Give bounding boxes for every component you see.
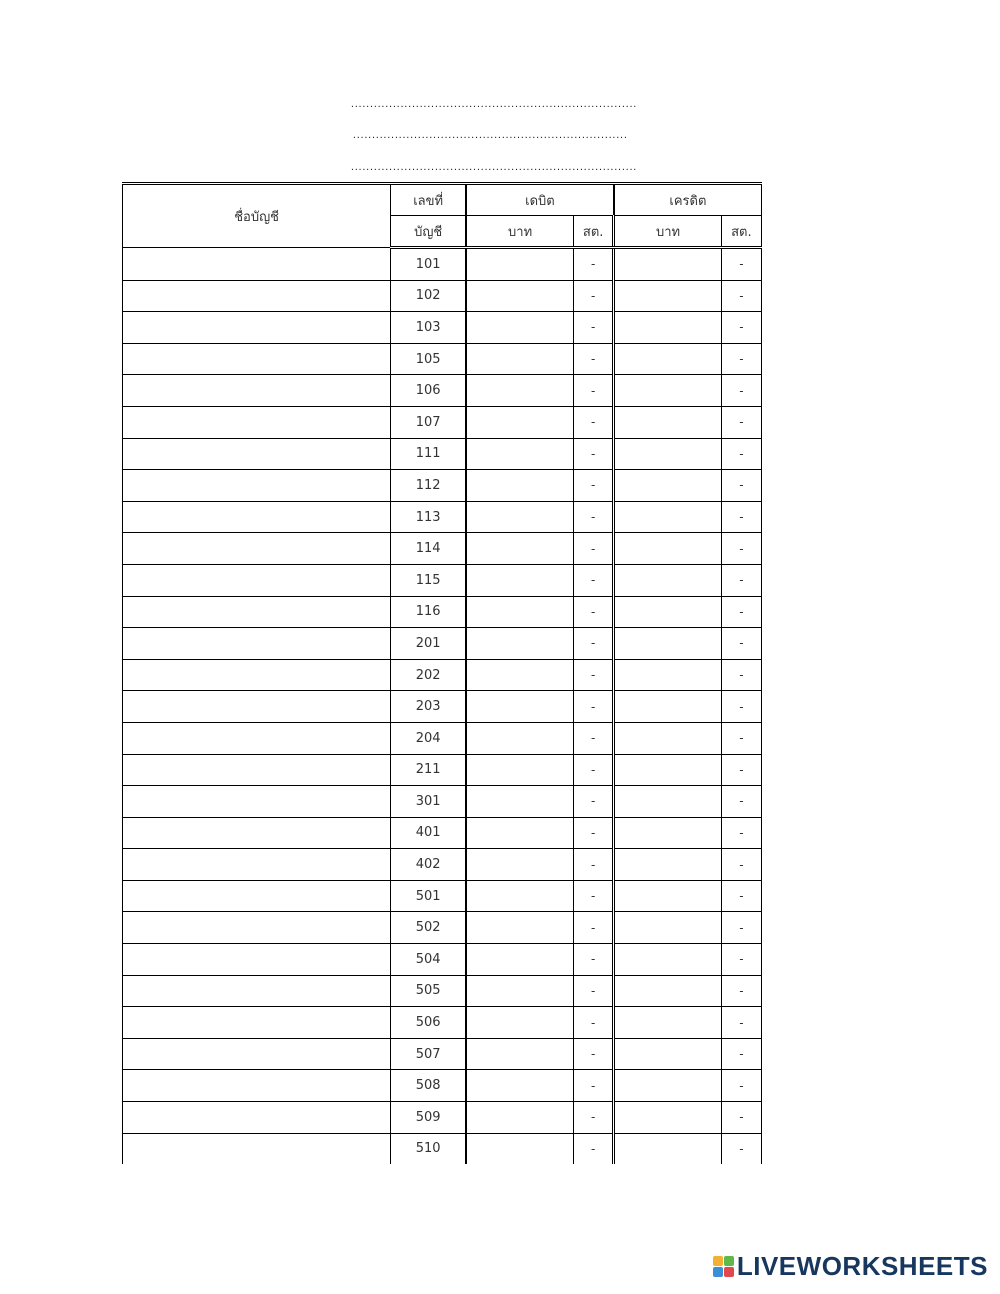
debit-satang-cell: - — [574, 438, 614, 470]
account-no-cell: 509 — [391, 1102, 466, 1134]
debit-baht-cell[interactable] — [466, 533, 574, 565]
debit-baht-cell[interactable] — [466, 722, 574, 754]
account-name-cell[interactable] — [123, 1007, 391, 1039]
debit-baht-cell[interactable] — [466, 1038, 574, 1070]
account-no-cell: 111 — [391, 438, 466, 470]
table-body — [123, 248, 762, 1165]
heading-blank-line-1: ........................................................................... — [350, 100, 637, 109]
credit-satang-cell: - — [721, 533, 761, 565]
credit-baht-cell[interactable] — [614, 628, 722, 660]
debit-baht-cell[interactable] — [466, 849, 574, 881]
table-row — [123, 1133, 762, 1164]
credit-satang-cell: - — [721, 849, 761, 881]
debit-baht-cell[interactable] — [466, 1102, 574, 1134]
account-name-cell[interactable] — [123, 849, 391, 881]
credit-satang-cell: - — [721, 406, 761, 438]
account-no-cell: 113 — [391, 501, 466, 533]
account-no-cell: 202 — [391, 659, 466, 691]
account-no-cell: 501 — [391, 880, 466, 912]
account-no-cell: 112 — [391, 470, 466, 502]
account-name-cell[interactable] — [123, 975, 391, 1007]
credit-satang-cell: - — [721, 722, 761, 754]
credit-satang-cell: - — [721, 1102, 761, 1134]
account-name-cell[interactable] — [123, 817, 391, 849]
header-row-top — [123, 184, 762, 216]
debit-baht-cell[interactable] — [466, 312, 574, 344]
credit-satang-cell: - — [721, 754, 761, 786]
credit-baht-cell[interactable] — [614, 406, 722, 438]
debit-baht-cell[interactable] — [466, 944, 574, 976]
account-no-cell: 201 — [391, 628, 466, 660]
debit-baht-cell[interactable] — [466, 659, 574, 691]
credit-satang-cell: - — [721, 659, 761, 691]
credit-satang-cell: - — [721, 944, 761, 976]
table-row — [123, 628, 762, 660]
debit-satang-cell: - — [574, 628, 614, 660]
credit-satang-cell: - — [721, 912, 761, 944]
account-no-cell: 301 — [391, 786, 466, 818]
credit-satang-cell: - — [721, 375, 761, 407]
debit-baht-cell[interactable] — [466, 912, 574, 944]
debit-satang-cell: - — [574, 1038, 614, 1070]
account-no-cell: 116 — [391, 596, 466, 628]
account-name-cell[interactable] — [123, 564, 391, 596]
credit-baht-cell[interactable] — [614, 470, 722, 502]
account-name-cell[interactable] — [123, 1038, 391, 1070]
account-no-cell: 401 — [391, 817, 466, 849]
account-name-cell[interactable] — [123, 375, 391, 407]
account-no-cell: 502 — [391, 912, 466, 944]
credit-baht-cell[interactable] — [614, 786, 722, 818]
credit-baht-cell[interactable] — [614, 248, 722, 281]
debit-baht-cell[interactable] — [466, 248, 574, 281]
debit-satang-cell: - — [574, 312, 614, 344]
credit-satang-cell: - — [721, 786, 761, 818]
account-no-cell: 504 — [391, 944, 466, 976]
account-no-cell: 506 — [391, 1007, 466, 1039]
account-no-cell: 103 — [391, 312, 466, 344]
debit-satang-cell: - — [574, 880, 614, 912]
account-no-cell: 101 — [391, 248, 466, 281]
table-row — [123, 975, 762, 1007]
debit-baht-cell[interactable] — [466, 406, 574, 438]
trial-balance-table — [122, 182, 762, 1164]
debit-satang-cell: - — [574, 470, 614, 502]
account-name-cell[interactable] — [123, 786, 391, 818]
credit-satang-cell: - — [721, 248, 761, 281]
debit-baht-cell[interactable] — [466, 1007, 574, 1039]
credit-baht-cell[interactable] — [614, 817, 722, 849]
debit-baht-cell[interactable] — [466, 501, 574, 533]
account-no-cell: 106 — [391, 375, 466, 407]
debit-satang-cell: - — [574, 1070, 614, 1102]
account-no-cell: 102 — [391, 280, 466, 312]
credit-baht-cell[interactable] — [614, 659, 722, 691]
table-row — [123, 312, 762, 344]
debit-baht-cell[interactable] — [466, 596, 574, 628]
credit-baht-cell[interactable] — [614, 1007, 722, 1039]
table-row — [123, 470, 762, 502]
table-row — [123, 849, 762, 881]
debit-satang-cell: - — [574, 533, 614, 565]
account-name-cell[interactable] — [123, 659, 391, 691]
header-debit: เดบิต — [466, 184, 614, 216]
header-account-no-bottom: บัญชี — [391, 216, 466, 248]
header-account-no-top: เลขที่ — [391, 184, 466, 216]
account-name-cell[interactable] — [123, 1133, 391, 1164]
debit-satang-cell: - — [574, 722, 614, 754]
table-row — [123, 406, 762, 438]
account-name-cell[interactable] — [123, 248, 391, 281]
table-row — [123, 722, 762, 754]
table-row — [123, 754, 762, 786]
credit-baht-cell[interactable] — [614, 280, 722, 312]
credit-satang-cell: - — [721, 628, 761, 660]
credit-satang-cell: - — [721, 280, 761, 312]
account-name-cell[interactable] — [123, 280, 391, 312]
credit-baht-cell[interactable] — [614, 722, 722, 754]
debit-baht-cell[interactable] — [466, 564, 574, 596]
debit-satang-cell: - — [574, 691, 614, 723]
account-no-cell: 204 — [391, 722, 466, 754]
table-row — [123, 786, 762, 818]
header-debit-baht: บาท — [466, 216, 574, 248]
debit-baht-cell[interactable] — [466, 1133, 574, 1164]
table-row — [123, 659, 762, 691]
debit-satang-cell: - — [574, 786, 614, 818]
account-no-cell: 508 — [391, 1070, 466, 1102]
account-no-cell: 402 — [391, 849, 466, 881]
account-no-cell: 505 — [391, 975, 466, 1007]
account-no-cell: 115 — [391, 564, 466, 596]
credit-baht-cell[interactable] — [614, 533, 722, 565]
credit-satang-cell: - — [721, 470, 761, 502]
credit-baht-cell[interactable] — [614, 944, 722, 976]
table-row — [123, 343, 762, 375]
credit-baht-cell[interactable] — [614, 1102, 722, 1134]
credit-satang-cell: - — [721, 501, 761, 533]
account-no-cell: 507 — [391, 1038, 466, 1070]
credit-baht-cell[interactable] — [614, 1133, 722, 1164]
account-name-cell[interactable] — [123, 1102, 391, 1134]
credit-baht-cell[interactable] — [614, 438, 722, 470]
account-name-cell[interactable] — [123, 406, 391, 438]
debit-satang-cell: - — [574, 564, 614, 596]
credit-baht-cell[interactable] — [614, 564, 722, 596]
debit-satang-cell: - — [574, 280, 614, 312]
table-row — [123, 817, 762, 849]
account-name-cell[interactable] — [123, 312, 391, 344]
credit-satang-cell: - — [721, 312, 761, 344]
credit-satang-cell: - — [721, 975, 761, 1007]
credit-satang-cell: - — [721, 343, 761, 375]
table-row — [123, 501, 762, 533]
credit-baht-cell[interactable] — [614, 343, 722, 375]
credit-satang-cell: - — [721, 880, 761, 912]
account-name-cell[interactable] — [123, 880, 391, 912]
debit-satang-cell: - — [574, 406, 614, 438]
debit-baht-cell[interactable] — [466, 280, 574, 312]
debit-satang-cell: - — [574, 659, 614, 691]
table-row — [123, 564, 762, 596]
credit-baht-cell[interactable] — [614, 849, 722, 881]
account-no-cell: 114 — [391, 533, 466, 565]
account-name-cell[interactable] — [123, 533, 391, 565]
account-name-cell[interactable] — [123, 944, 391, 976]
table-row — [123, 1038, 762, 1070]
account-name-cell[interactable] — [123, 628, 391, 660]
table-row — [123, 1007, 762, 1039]
account-name-cell[interactable] — [123, 754, 391, 786]
credit-satang-cell: - — [721, 1133, 761, 1164]
debit-baht-cell[interactable] — [466, 343, 574, 375]
table-row — [123, 280, 762, 312]
account-no-cell: 510 — [391, 1133, 466, 1164]
header-credit-satang: สต. — [721, 216, 761, 248]
debit-satang-cell: - — [574, 1102, 614, 1134]
table-row — [123, 880, 762, 912]
account-name-cell[interactable] — [123, 470, 391, 502]
account-name-cell[interactable] — [123, 722, 391, 754]
account-no-cell: 105 — [391, 343, 466, 375]
account-name-cell[interactable] — [123, 596, 391, 628]
debit-baht-cell[interactable] — [466, 628, 574, 660]
credit-baht-cell[interactable] — [614, 375, 722, 407]
credit-satang-cell: - — [721, 691, 761, 723]
table-row — [123, 912, 762, 944]
credit-satang-cell: - — [721, 1038, 761, 1070]
debit-satang-cell: - — [574, 944, 614, 976]
credit-baht-cell[interactable] — [614, 501, 722, 533]
account-no-cell: 211 — [391, 754, 466, 786]
header-credit-baht: บาท — [614, 216, 722, 248]
debit-baht-cell[interactable] — [466, 975, 574, 1007]
table-row — [123, 533, 762, 565]
account-name-cell[interactable] — [123, 343, 391, 375]
logo-icon — [713, 1256, 734, 1277]
credit-satang-cell: - — [721, 1007, 761, 1039]
credit-satang-cell: - — [721, 596, 761, 628]
credit-baht-cell[interactable] — [614, 912, 722, 944]
debit-satang-cell: - — [574, 975, 614, 1007]
debit-satang-cell: - — [574, 501, 614, 533]
credit-baht-cell[interactable] — [614, 1038, 722, 1070]
debit-satang-cell: - — [574, 343, 614, 375]
debit-baht-cell[interactable] — [466, 438, 574, 470]
credit-baht-cell[interactable] — [614, 880, 722, 912]
debit-satang-cell: - — [574, 912, 614, 944]
header-debit-satang: สต. — [574, 216, 614, 248]
debit-baht-cell[interactable] — [466, 691, 574, 723]
debit-baht-cell[interactable] — [466, 1070, 574, 1102]
credit-baht-cell[interactable] — [614, 596, 722, 628]
debit-satang-cell: - — [574, 1007, 614, 1039]
heading-blank-line-3: ........................................................................... — [350, 163, 637, 172]
account-name-cell[interactable] — [123, 438, 391, 470]
liveworksheets-logo — [713, 1251, 988, 1282]
account-name-cell[interactable] — [123, 912, 391, 944]
debit-baht-cell[interactable] — [466, 817, 574, 849]
debit-satang-cell: - — [574, 375, 614, 407]
account-name-cell[interactable] — [123, 1070, 391, 1102]
credit-satang-cell: - — [721, 817, 761, 849]
credit-baht-cell[interactable] — [614, 312, 722, 344]
table-row — [123, 375, 762, 407]
table-row — [123, 691, 762, 723]
account-no-cell: 107 — [391, 406, 466, 438]
debit-baht-cell[interactable] — [466, 375, 574, 407]
heading-blank-line-2: ........................................................................ — [352, 131, 627, 140]
account-name-cell[interactable] — [123, 691, 391, 723]
logo-text: LIVEWORKSHEETS — [736, 1251, 988, 1281]
header-account-name: ชื่อบัญชี — [123, 184, 391, 248]
debit-satang-cell: - — [574, 817, 614, 849]
debit-satang-cell: - — [574, 1133, 614, 1164]
table-row — [123, 438, 762, 470]
credit-satang-cell: - — [721, 564, 761, 596]
credit-baht-cell[interactable] — [614, 1070, 722, 1102]
credit-baht-cell[interactable] — [614, 754, 722, 786]
debit-satang-cell: - — [574, 596, 614, 628]
debit-baht-cell[interactable] — [466, 786, 574, 818]
table-row — [123, 1102, 762, 1134]
table-row — [123, 248, 762, 281]
header-credit: เครดิต — [614, 184, 762, 216]
table-row — [123, 596, 762, 628]
credit-baht-cell[interactable] — [614, 691, 722, 723]
account-name-cell[interactable] — [123, 501, 391, 533]
credit-satang-cell: - — [721, 1070, 761, 1102]
credit-baht-cell[interactable] — [614, 975, 722, 1007]
debit-baht-cell[interactable] — [466, 880, 574, 912]
table-row — [123, 1070, 762, 1102]
debit-satang-cell: - — [574, 754, 614, 786]
table-row — [123, 944, 762, 976]
debit-satang-cell: - — [574, 248, 614, 281]
debit-baht-cell[interactable] — [466, 470, 574, 502]
credit-satang-cell: - — [721, 438, 761, 470]
debit-baht-cell[interactable] — [466, 754, 574, 786]
account-no-cell: 203 — [391, 691, 466, 723]
debit-satang-cell: - — [574, 849, 614, 881]
